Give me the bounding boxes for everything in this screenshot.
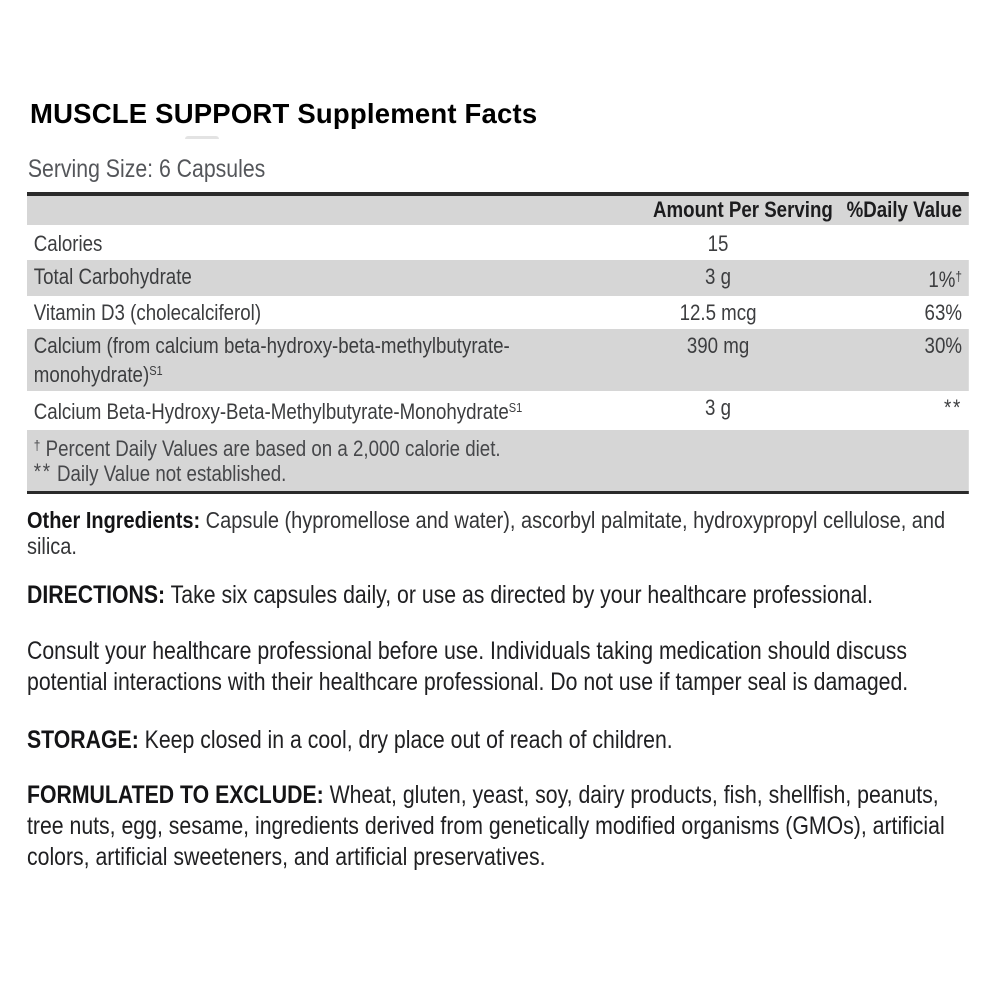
s1-footnote-marker: S1 [149,363,163,378]
nutrient-name: Total Carbohydrate [33,264,192,289]
s1-footnote-marker: S1 [508,400,523,415]
label-content [27,155,969,873]
formulated-to-exclude-label: FORMULATED TO EXCLUDE: [27,781,324,809]
directions-paragraph: DIRECTIONS: Take six capsules daily, or use as directed by your healthcare professional. [27,581,874,609]
page-title: MUSCLE SUPPORT Supplement Facts [30,98,538,129]
table-row-calcium-hmb [27,391,969,428]
formulated-to-exclude-paragraph: FORMULATED TO EXCLUDE: Wheat, gluten, yeast, soy, dairy products, fish, shellfish, peanuts, tree nuts, egg, sesame, ingredients derived from genetically modified organisms (GMOs), artificial colors, artificial sweeteners, and artificial preservatives. [27,781,945,871]
supplement-facts-table [27,192,969,494]
nutrient-daily-value: 63% [924,300,962,325]
table-header-row [27,196,969,225]
table-row-calcium [27,329,969,391]
nutrient-daily-value: 1%† [928,267,962,292]
table-row-total-carbohydrate [27,260,969,296]
footnote-not-established: ** Daily Value not established. [33,459,287,486]
nutrient-daily-value [833,395,969,422]
consult-warning-paragraph: Consult your healthcare professional before use. Individuals taking medication should discuss potential interactions with their healthcare professional. Do not use if tamper seal is damaged. [27,637,909,696]
asterisk-footnote-marker: ** [944,395,962,420]
nutrient-amount: 3 g [705,395,732,420]
dagger-footnote-marker: † [33,437,41,453]
directions-label: DIRECTIONS: [27,581,166,609]
footnote-daily-value: † Percent Daily Values are based on a 2,000 calorie diet. [33,436,501,461]
nutrient-amount: 390 mg [686,333,750,358]
nutrient-daily-value: 30% [924,333,962,358]
storage-label: STORAGE: [27,726,139,754]
table-row-vitamin-d3 [27,296,969,329]
nutrient-name: Vitamin D3 (cholecalciferol) [33,300,262,325]
other-ingredients-label: Other Ingredients: [27,507,201,533]
other-ingredients-paragraph: Other Ingredients: Capsule (hypromellose and water), ascorbyl palmitate, hydroxypropyl cellulose, and silica. [27,507,946,559]
asterisk-footnote-marker: ** [33,459,52,484]
nutrient-amount: 12.5 mcg [679,300,757,325]
column-header-amount-per-serving: Amount Per Serving [653,197,833,222]
table-row-calories [27,227,969,260]
nutrient-amount: 15 [707,231,729,256]
serving-size-text: Serving Size: 6 Capsules [27,155,266,183]
storage-paragraph: STORAGE: Keep closed in a cool, dry place out of reach of children. [27,726,673,754]
print-artifact-mark [185,136,219,145]
nutrient-name: Calcium (from calcium beta-hydroxy-beta-methylbutyrate-monohydrate)$^{S1}$ [33,333,510,387]
table-footnotes [27,430,969,494]
nutrient-amount: 3 g [705,264,732,289]
dagger-footnote-marker: † [955,268,962,284]
nutrient-name: Calcium Beta-Hydroxy-Beta-Methylbutyrate-Monohydrate$^{S1}$ [33,399,523,424]
column-header-daily-value: %Daily Value [846,197,962,222]
nutrient-name: Calories [33,231,103,256]
